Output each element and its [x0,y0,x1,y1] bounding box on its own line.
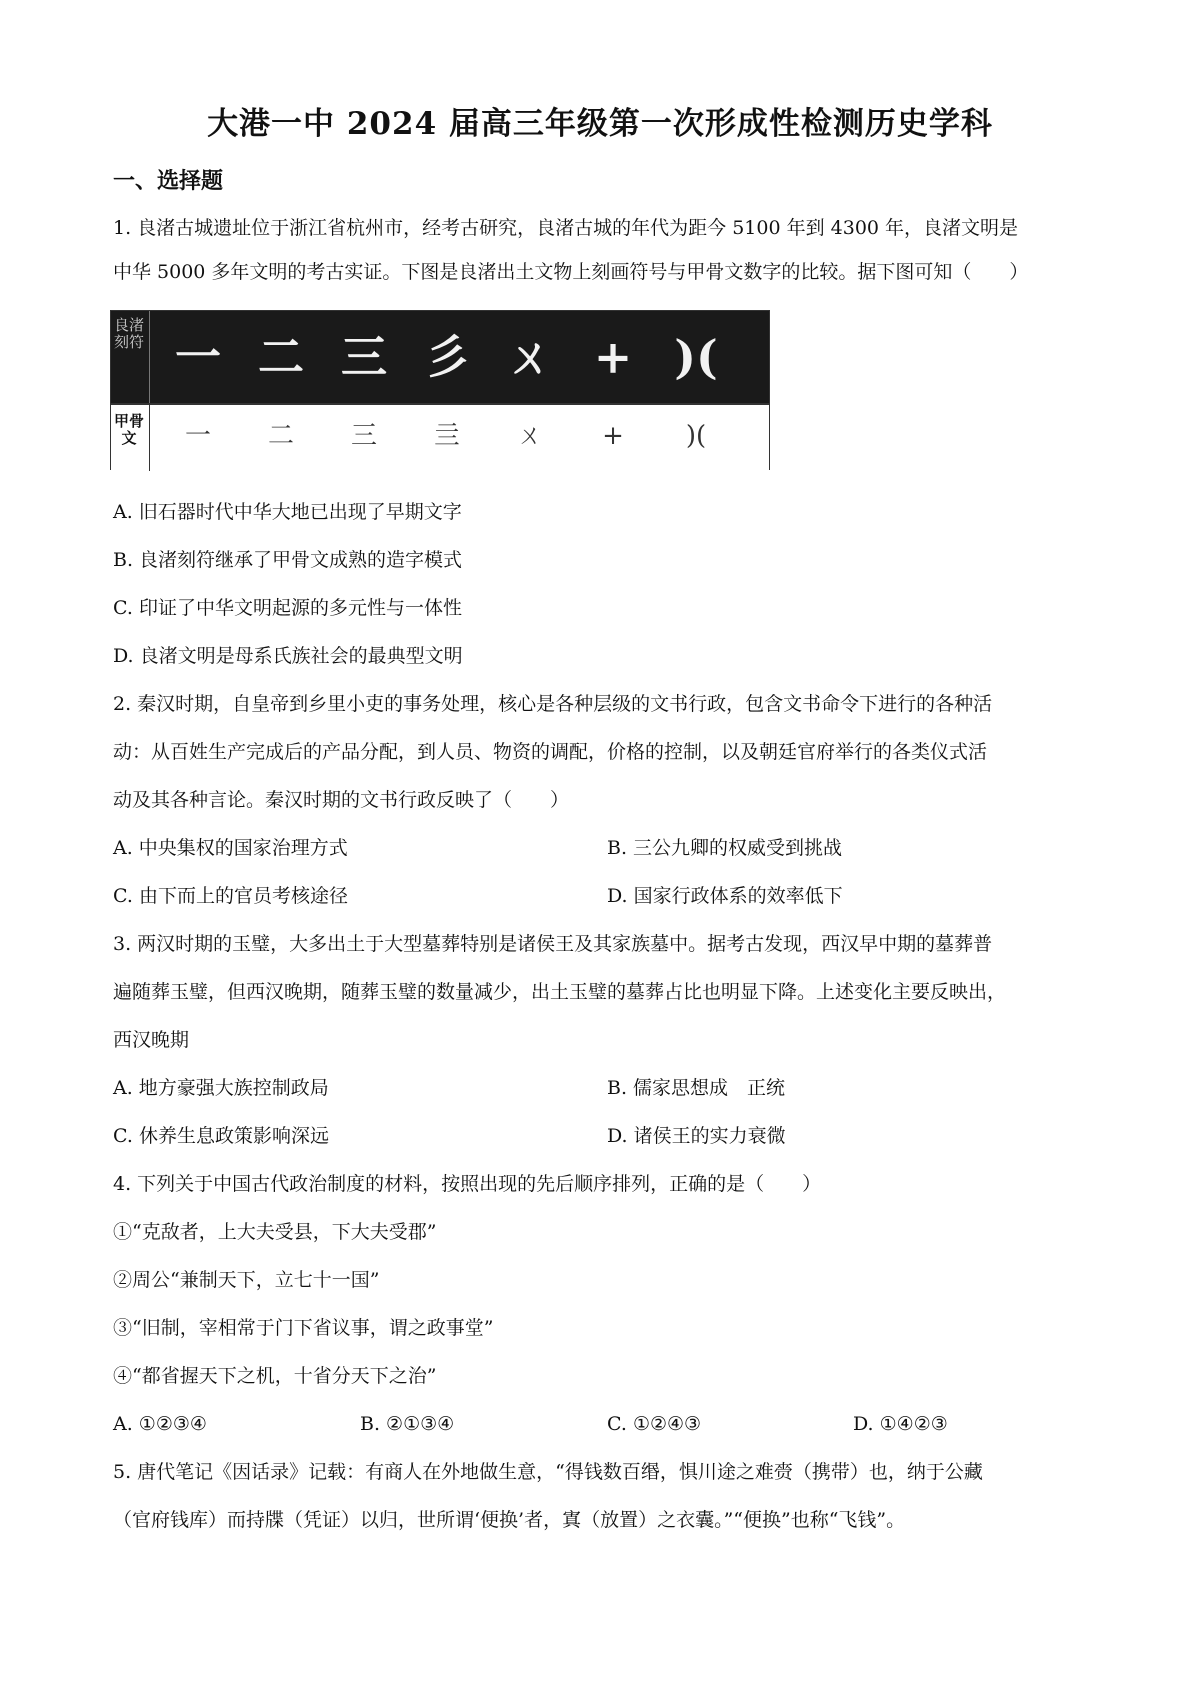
question-1-option-b: B. 良渚刻符继承了甲骨文成熟的造字模式 [113,549,463,571]
liangzhu-glyph: 一 [175,330,221,384]
question-4-line-1: 4. 下列关于中国古代政治制度的材料，按照出现的先后顺序排列，正确的是（ ） [113,1173,822,1195]
question-1-line-2: 中华 5000 多年文明的考古实证。下图是良渚出土文物上刻画符号与甲骨文数字的比较。据下图可知（ ） [113,261,1029,283]
question-1-option-a: A. 旧石器时代中华大地已出现了早期文字 [113,501,462,523]
liangzhu-row-label: 良渚刻符 [113,316,144,351]
question-4-item-2: ②周公“兼制天下，立七十一国” [113,1269,380,1291]
section-heading: 一、选择题 [113,169,224,194]
question-4-item-1: ①“克敌者，上大夫受县，下大夫受郡” [113,1221,437,1243]
question-4-option-a: A. ①②③④ [113,1413,207,1435]
oracle-glyph: 三 [350,421,377,451]
question-2-option-d: D. 国家行政体系的效率低下 [607,885,843,907]
oracle-bone-row-label: 甲骨文 [113,412,144,447]
liangzhu-glyph: 彡 [424,330,470,384]
oracle-glyph: ㄨ [516,421,543,451]
question-4-item-4: ④“都省握天下之机，十省分天下之治” [113,1365,437,1387]
oracle-glyph: )( [685,421,707,451]
oracle-glyph: + [602,421,624,451]
question-3-option-c: C. 休养生息政策影响深远 [113,1125,329,1147]
question-2-option-a: A. 中央集权的国家治理方式 [113,837,348,859]
question-5-line-1: 5. 唐代笔记《因话录》记载：有商人在外地做生意，“得钱数百缗，惧川途之难赍（携带）也，纳于公藏 [113,1461,983,1483]
liangzhu-glyph: )( [674,330,718,384]
question-4-option-c: C. ①②④③ [607,1413,702,1435]
liangzhu-glyph: 三 [341,330,387,384]
question-5-line-2: （官府钱库）而持牒（凭证）以归，世所谓‘便换’者，寘（放置）之衣囊。”“便换”也称“飞钱”。 [113,1509,906,1531]
liangzhu-glyph: + [593,330,633,384]
question-3-option-b: B. 儒家思想成 正统 [607,1077,786,1099]
question-2-option-b: B. 三公九卿的权威受到挑战 [607,837,843,859]
question-4-option-b: B. ②①③④ [360,1413,455,1435]
question-3-option-a: A. 地方豪强大族控制政局 [113,1077,329,1099]
question-3-option-d: D. 诸侯王的实力衰微 [607,1125,786,1147]
question-3-line-1: 3. 两汉时期的玉璧，大多出土于大型墓葬特别是诸侯王及其家族墓中。据考古发现，西汉早中期的墓葬普 [113,933,993,955]
symbol-comparison-figure [110,310,770,470]
liangzhu-symbols-row [111,311,769,403]
question-4-option-d: D. ①④②③ [853,1413,948,1435]
page-title: 大港一中 2024 届高三年级第一次形成性检测历史学科 [207,106,993,142]
question-1-option-c: C. 印证了中华文明起源的多元性与一体性 [113,597,462,619]
oracle-bone-row [111,403,769,471]
question-1-line-1: 1. 良渚古城遗址位于浙江省杭州市，经考古研究，良渚古城的年代为距今 5100 年到 4300 年，良渚文明是 [113,217,1019,239]
liangzhu-glyph: 二 [258,330,304,384]
question-2-option-c: C. 由下而上的官员考核途径 [113,885,348,907]
question-2-line-3: 动及其各种言论。秦汉时期的文书行政反映了（ ） [113,789,570,811]
oracle-glyph: 一 [184,421,211,451]
question-2-line-1: 2. 秦汉时期，自皇帝到乡里小吏的事务处理，核心是各种层级的文书行政，包含文书命令下进行的各种活 [113,693,993,715]
liangzhu-glyph: ㄨ [507,330,553,384]
question-3-line-2: 遍随葬玉璧，但西汉晚期，随葬玉璧的数量减少，出土玉璧的墓葬占比也明显下降。上述变化主要反映出， [113,981,1007,1003]
question-4-item-3: ③“旧制，宰相常于门下省议事，谓之政事堂” [113,1317,494,1339]
oracle-glyph: 二 [267,421,294,451]
question-1-option-d: D. 良渚文明是母系氏族社会的最典型文明 [113,645,463,667]
question-3-line-3: 西汉晚期 [113,1029,190,1051]
question-2-line-2: 动：从百姓生产完成后的产品分配，到人员、物资的调配，价格的控制，以及朝廷官府举行的各类仪式活 [113,741,988,763]
oracle-glyph: 亖 [433,421,460,451]
